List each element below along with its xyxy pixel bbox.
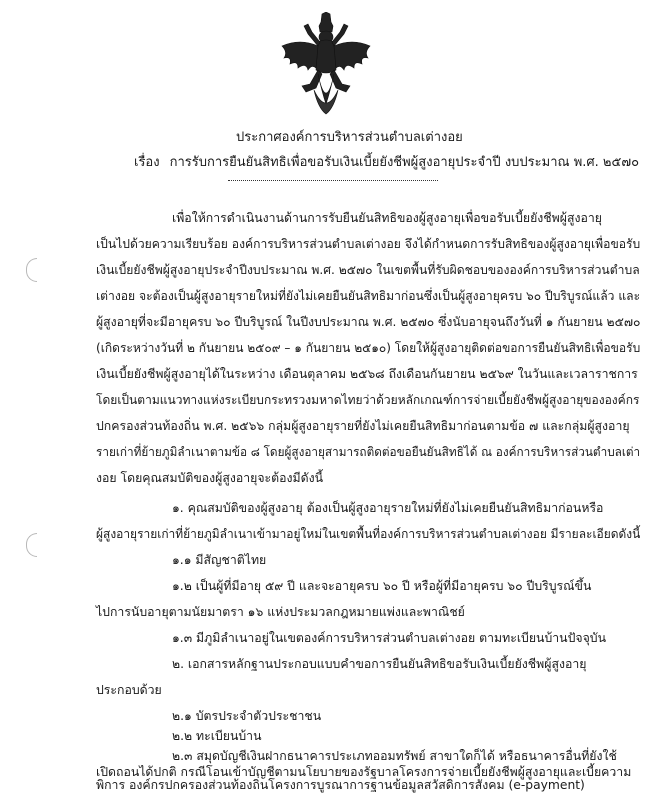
paragraph-line: เงินเบี้ยยังชีพผู้สูงอายุประจำปีงบประมาณ พ.ศ. ๒๕๗๐ ในเขตพื้นที่รับผิดชอบขององค์การบริหารส่วนตำบล xyxy=(96,263,640,277)
list-item: พิการ องค์กรปกครองส่วนท้องถิ่นโครงการบูรณาการฐานข้อมูลสวัสดิการสังคม (e-payment) xyxy=(96,778,585,792)
list-item: ๑. คุณสมบัติของผู้สูงอายุ ต้องเป็นผู้สูงอายุรายใหม่ที่ยังไม่เคยยืนยันสิทธิมาก่อนหรือ xyxy=(172,501,604,515)
list-item: ๒.๒ ทะเบียนบ้าน xyxy=(172,729,262,743)
paragraph-line: งอย โดยคุณสมบัติของผู้สูงอายุจะต้องมีดังนี้ xyxy=(96,471,324,485)
paragraph-line: ผู้สูงอายุที่จะมีอายุครบ ๖๐ ปีบริบูรณ์ ในปีงบประมาณ พ.ศ. ๒๕๗๐ ซึ่งนับอายุจนถึงวันที่ ๑ กันยายน ๒๕๗๐ xyxy=(96,315,641,329)
list-item: ประกอบด้วย xyxy=(96,683,162,697)
list-item: ๒.๑ บัตรประจำตัวประชาชน xyxy=(172,709,322,723)
binder-hole-mark xyxy=(26,258,37,282)
subject-text: การรับการยืนยันสิทธิเพื่อขอรับเงินเบี้ยยังชีพผู้สูงอายุประจำปี งบประมาณ พ.ศ. ๒๕๗๐ xyxy=(169,155,640,170)
list-item: เปิดถอนได้ปกติ กรณีโอนเข้าบัญชีตามนโยบายของรัฐบาลโครงการจ่ายเบี้ยยังชีพผู้สูงอายุและเบี้ยความ xyxy=(96,765,632,779)
list-item: ๑.๑ มีสัญชาติไทย xyxy=(172,553,267,567)
announcement-org: ประกาศองค์การบริหารส่วนตำบลเต่างอย xyxy=(236,130,463,145)
paragraph-line: เงินเบี้ยยังชีพผู้สูงอายุได้ในระหว่าง เดือนตุลาคม ๒๕๖๘ ถึงเดือนกันยายน ๒๕๖๙ ในวันและเวลาราชการ xyxy=(96,367,638,381)
list-item: ไปการนับอายุตามนัยมาตรา ๑๖ แห่งประมวลกฎหมายแพ่งและพาณิชย์ xyxy=(96,605,465,619)
paragraph-line: (เกิดระหว่างวันที่ ๒ กันยายน ๒๕๐๙ – ๑ กันยายน ๒๕๑๐) โดยให้ผู้สูงอายุติดต่อขอการยืนยันสิทธิเพื่อขอรับ xyxy=(96,341,641,355)
list-item: ๑.๒ เป็นผู้ที่มีอายุ ๕๙ ปี และจะอายุครบ ๖๐ ปี หรือผู้ที่มีอายุครบ ๖๐ ปีบริบูรณ์ขึ้น xyxy=(172,579,592,593)
dotted-separator xyxy=(228,180,438,181)
subject-label: เรื่อง xyxy=(134,155,160,170)
paragraph-line: รายเก่าที่ย้ายภูมิลำเนาตามข้อ ๘ โดยผู้สูงอายุสามารถติดต่อขอยืนยันสิทธิได้ ณ องค์การบริหารส่วนตำบลเต่า xyxy=(96,445,641,459)
list-item: ๒. เอกสารหลักฐานประกอบแบบคำขอการยืนยันสิทธิขอรับเงินเบี้ยยังชีพผู้สูงอายุ xyxy=(172,657,587,671)
announcement-subject xyxy=(134,151,639,172)
paragraph-line: เป็นไปด้วยความเรียบร้อย องค์การบริหารส่วนตำบลเต่างอย จึงได้กำหนดการรับสิทธิของผู้สูงอายุเพื่อขอรับ xyxy=(96,237,641,251)
paragraph-line: เพื่อให้การดำเนินงานด้านการรับยืนยันสิทธิของผู้สูงอายุเพื่อขอรับเบี้ยยังชีพผู้สูงอายุ xyxy=(172,211,602,225)
paragraph-line: โดยเป็นตามแนวทางแห่งระเบียบกระทรวงมหาดไทยว่าด้วยหลักเกณฑ์การจ่ายเบี้ยยังชีพผู้สูงอายุขององค์กร xyxy=(96,393,640,407)
list-item: ๒.๓ สมุดบัญชีเงินฝากธนาคารประเภทออมทรัพย์ สาขาใดก็ได้ หรือธนาคารอื่นที่ยังใช้ xyxy=(172,749,617,763)
garuda-emblem-icon xyxy=(278,12,374,118)
paragraph-line: เต่างอย จะต้องเป็นผู้สูงอายุรายใหม่ที่ยังไม่เคยยืนยันสิทธิมาก่อนซึ่งเป็นผู้สูงอายุครบ ๖๐ ปีบริบูรณ์แล้ว และ xyxy=(96,289,641,303)
paragraph-line: ปกครองส่วนท้องถิ่น พ.ศ. ๒๕๖๖ กลุ่มผู้สูงอายุรายที่ยังไม่เคยยืนสิทธิมาก่อนตามข้อ ๗ และกลุ่มผู้สูงอายุ xyxy=(96,419,630,433)
binder-hole-mark xyxy=(26,533,37,557)
list-item: ผู้สูงอายุรายเก่าที่ย้ายภูมิลำเนาเข้ามาอยู่ใหม่ในเขตพื้นที่องค์การบริหารส่วนตำบลเต่างอย มีรายละเอียดดังนี้ xyxy=(96,527,641,541)
list-item: ๑.๓ มีภูมิลำเนาอยู่ในเขตองค์การบริหารส่วนตำบลเต่างอย ตามทะเบียนบ้านปัจจุบัน xyxy=(172,631,607,645)
